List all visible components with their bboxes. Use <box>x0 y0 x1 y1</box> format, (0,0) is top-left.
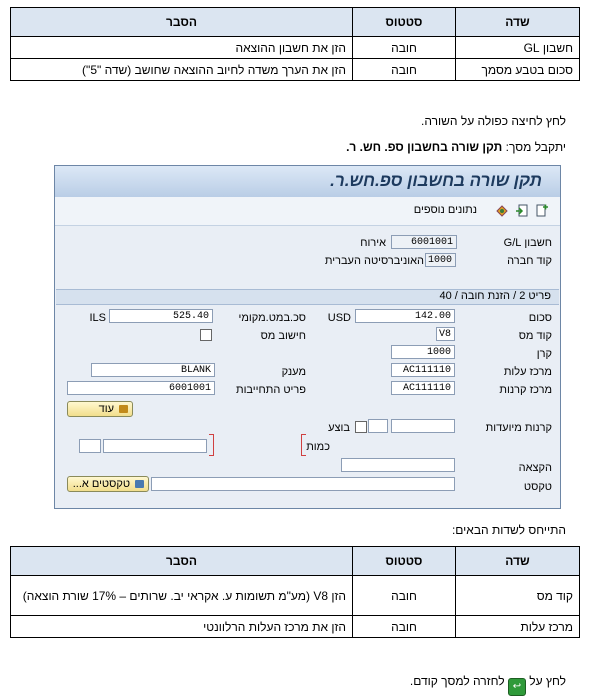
cost-center-field[interactable]: AC111110 <box>391 363 455 377</box>
gl-account-description: אירוח <box>360 237 386 249</box>
gl-account-field[interactable]: 6001001 <box>391 235 457 249</box>
funds-center-label: מרכז קרנות <box>499 384 552 396</box>
gl-account-label: חשבון G/L <box>503 237 552 249</box>
table-cell: חובה <box>353 37 456 59</box>
additional-data-button[interactable]: נתונים נוספים <box>413 204 477 216</box>
quantity-bracket-right <box>209 434 214 456</box>
fund-label: קרן <box>536 348 552 360</box>
grant-label: מענק <box>281 366 306 378</box>
more-button-label: עוד <box>98 403 114 415</box>
grant-field[interactable]: BLANK <box>91 363 215 377</box>
earmarked-funds-label: קרנות מיועדות <box>485 422 552 434</box>
header-status: סטטוס <box>353 8 456 37</box>
local-currency-code: ILS <box>89 312 106 324</box>
done-label: בוצע <box>328 422 350 434</box>
company-code-label: קוד חברה <box>507 255 552 267</box>
local-amount-label: סכ.במט.מקומי <box>238 312 306 324</box>
more-button[interactable] <box>67 401 133 417</box>
table-cell: הזן את חשבון ההוצאה <box>11 37 353 59</box>
tax-code-field[interactable]: V8 <box>436 327 455 341</box>
instruction-back <box>410 674 566 696</box>
assignment-field[interactable] <box>341 458 455 472</box>
funds-center-field[interactable]: AC111110 <box>391 381 455 395</box>
commitment-item-field[interactable]: 6001001 <box>67 381 215 395</box>
local-amount-field[interactable]: 525.40 <box>109 309 213 323</box>
additional-data-icon[interactable] <box>496 204 508 217</box>
long-texts-button-label: טקסטים א... <box>72 478 130 490</box>
instruction-back-prefix: לחץ על <box>525 674 566 688</box>
quantity-unit-field[interactable] <box>79 439 101 453</box>
instruction-fields-intro: התייחס לשדות הבאים: <box>451 523 566 537</box>
tax-code-label: קוד מס <box>518 330 552 342</box>
table-cell: הזן את הערך משדה לחיוב ההוצאה שחושב (שדה "5") <box>11 59 353 81</box>
table-cell: הזן V8 (מע"מ תשומות ע. אקראי יב. שרותים – 17% שורת הוצאה) <box>11 576 353 616</box>
item-group-header <box>56 289 559 305</box>
currency-code: USD <box>327 312 351 324</box>
header-status: סטטוס <box>353 547 456 576</box>
instruction-back-suffix: לחזרה למסך קודם. <box>409 674 508 688</box>
table-cell: סכום בטבע מסמך <box>456 59 580 81</box>
quantity-field[interactable] <box>103 439 207 453</box>
sap-screenshot <box>54 165 561 509</box>
back-icon: ↩ <box>508 678 526 696</box>
quantity-label: כמות <box>306 441 330 453</box>
text-label: טקסט <box>523 481 552 493</box>
texts-pencil-icon <box>135 480 144 488</box>
amount-field[interactable]: 142.00 <box>355 309 455 323</box>
instruction-prefix: יתקבל מסך: <box>502 140 566 154</box>
table-cell: הזן את מרכז העלות הרלוונטי <box>11 616 353 638</box>
calculate-tax-checkbox[interactable] <box>200 329 212 341</box>
header-explanation: הסבר <box>11 8 353 37</box>
commitment-item-label: פריט התחייבות <box>235 384 306 396</box>
header-explanation: הסבר <box>11 547 353 576</box>
long-texts-button[interactable] <box>67 476 149 492</box>
item-group-title: פריט 2 / הזנת חובה / 40 <box>439 290 551 302</box>
table-cell: חובה <box>353 59 456 81</box>
calculate-tax-label: חישוב מס <box>260 330 306 342</box>
sap-title-bar <box>55 166 560 198</box>
cost-center-label: מרכז עלות <box>503 366 552 378</box>
fields-table-2 <box>10 546 580 638</box>
table-cell: חשבון GL <box>456 37 580 59</box>
screen-name: תקן שורה בחשבון ספ. חש. ר. <box>346 140 503 154</box>
company-code-description: האוניברסיטה העברית <box>324 255 424 267</box>
amount-label: סכום <box>528 312 552 324</box>
earmarked-funds-field[interactable] <box>391 419 455 433</box>
company-code-field[interactable]: 1000 <box>425 253 456 267</box>
sap-toolbar <box>55 197 560 226</box>
earmarked-item-field[interactable] <box>368 419 388 433</box>
instruction-screen-result <box>346 140 566 154</box>
table-cell: מרכז עלות <box>456 616 580 638</box>
done-checkbox[interactable] <box>355 421 367 433</box>
new-document-icon[interactable] <box>536 204 548 217</box>
fund-field[interactable]: 1000 <box>391 345 455 359</box>
export-document-icon[interactable] <box>516 204 528 217</box>
instruction-double-click: לחץ לחיצה כפולה על השורה. <box>421 114 566 128</box>
header-field: שדה <box>456 547 580 576</box>
table-cell: חובה <box>353 616 456 638</box>
table-cell: חובה <box>353 576 456 616</box>
sap-title: תקן שורה בחשבון ספ.חש.ר. <box>330 171 542 190</box>
fields-table-1 <box>10 7 580 81</box>
assignment-label: הקצאה <box>518 462 552 474</box>
header-field: שדה <box>456 8 580 37</box>
table-cell: קוד מס <box>456 576 580 616</box>
text-field[interactable] <box>151 477 455 491</box>
more-arrow-icon <box>119 405 128 413</box>
